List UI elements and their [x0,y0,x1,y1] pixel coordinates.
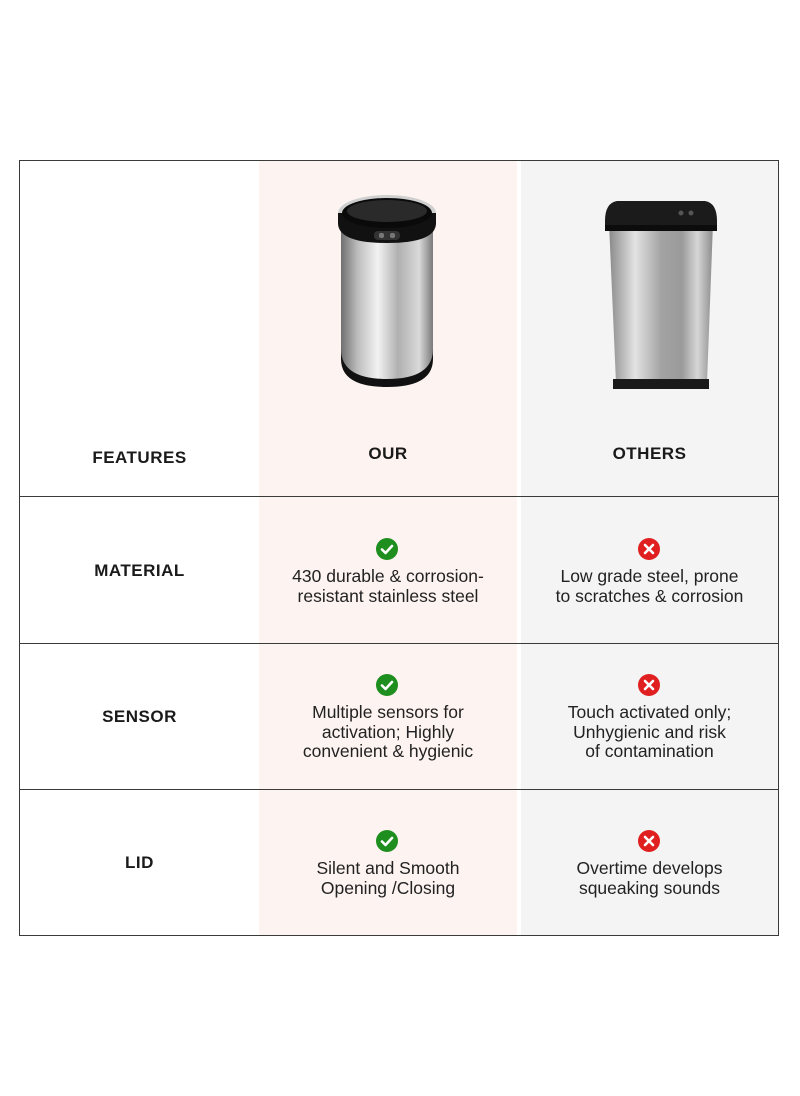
our-lid-text: Silent and Smooth Opening /Closing [316,858,460,898]
others-lid-text: Overtime develops squeaking sounds [576,858,723,898]
header-features: FEATURES [92,448,187,467]
cross-circle-icon [638,830,660,852]
our-material-text: 430 durable & corrosion- resistant stainless steel [292,566,484,606]
check-circle-icon [376,830,398,852]
header-our: OUR [368,444,408,463]
row-divider [20,643,778,644]
check-circle-icon [376,538,398,560]
cross-circle-icon [638,674,660,696]
row-divider [20,789,778,790]
others-product-image [521,161,778,413]
feature-label: MATERIAL [94,561,185,580]
feature-label: LID [125,853,154,872]
others-material-text: Low grade steel, prone to scratches & corrosion [555,566,744,606]
feature-label: SENSOR [102,707,177,726]
header-others: OTHERS [612,444,687,463]
comparison-table [19,160,779,936]
our-product-image [259,161,517,413]
row-divider [20,496,778,497]
check-circle-icon [376,674,398,696]
others-sensor-text: Touch activated only; Unhygienic and risk of contamination [567,702,732,761]
our-sensor-text: Multiple sensors for activation; Highly convenient & hygienic [302,702,474,761]
cross-circle-icon [638,538,660,560]
